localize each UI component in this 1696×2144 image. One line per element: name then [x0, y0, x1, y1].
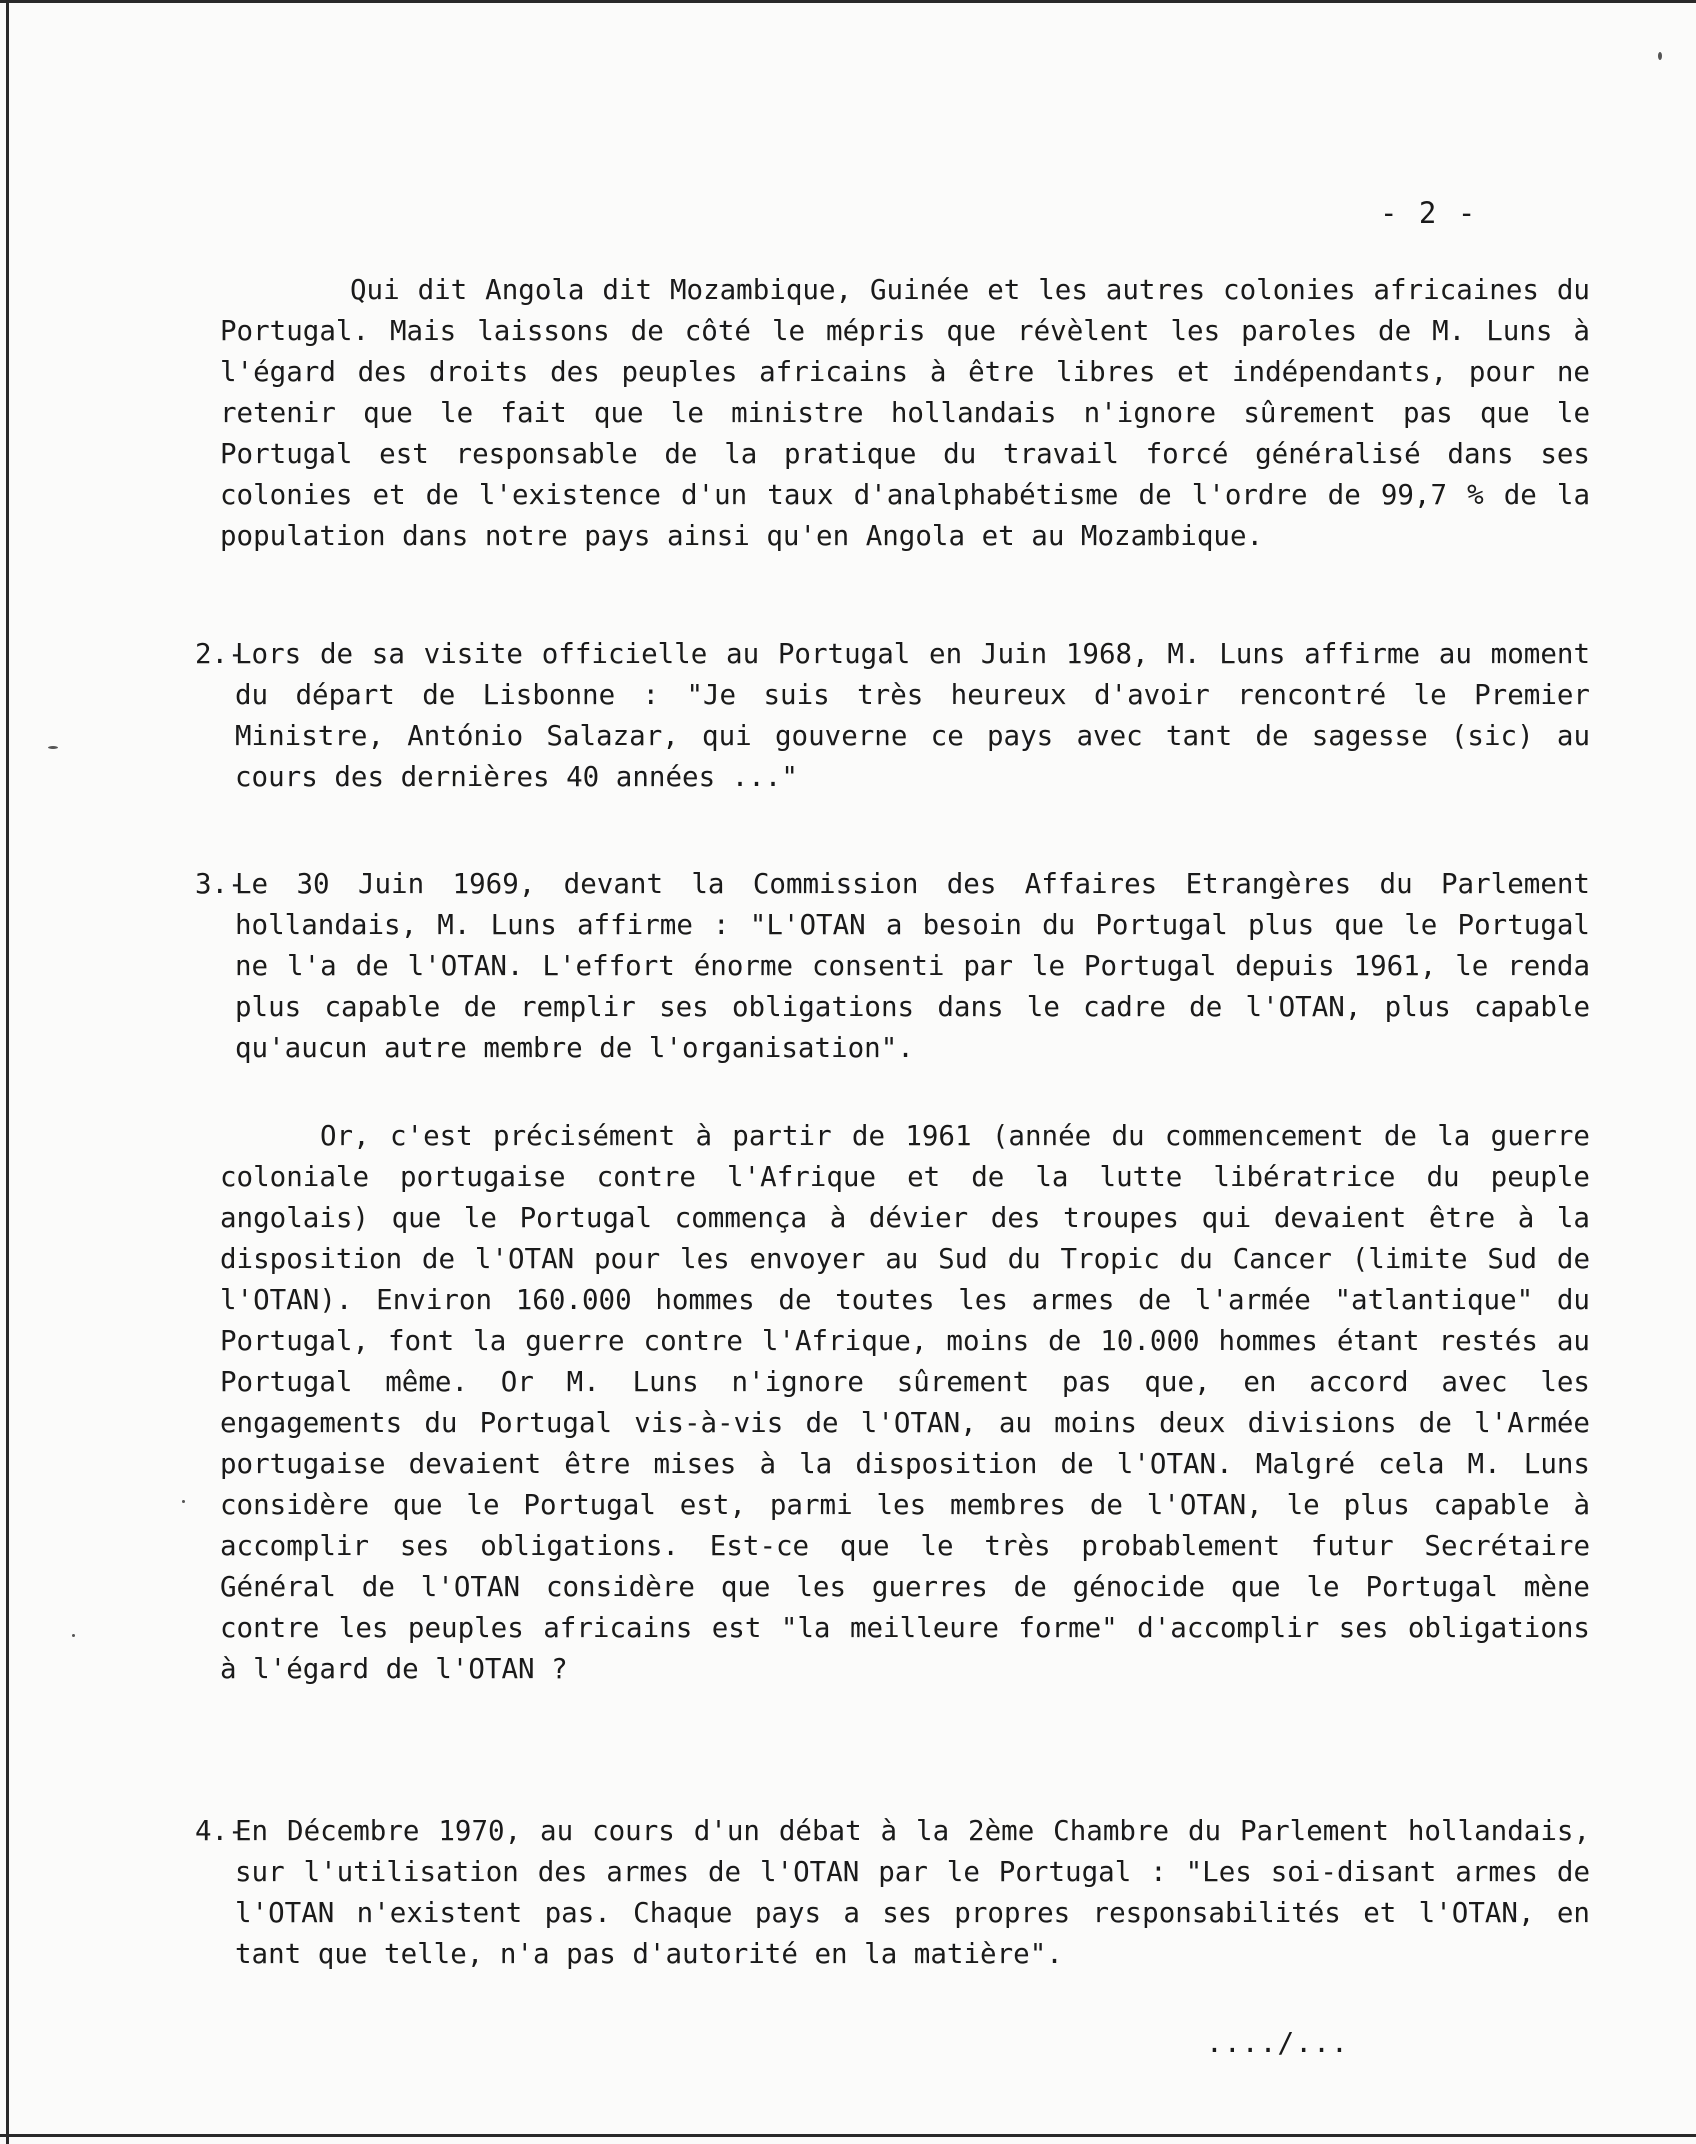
scan-speck — [48, 746, 58, 749]
scan-border-top — [0, 0, 1696, 3]
paragraph-intro — [220, 270, 1590, 557]
scan-border-left — [6, 0, 9, 2144]
scan-speck — [182, 1500, 185, 1503]
item-text: Le 30 Juin 1969, devant la Commission des Affaires Etrangères du Parlement hollandais, M. Luns affirme : "L'OTAN a besoin du Portugal plus que le Portugal ne l'a de l'OTAN. L'effort énorme consenti par le Portugal depuis 1961, le renda plus capable de remplir ses obligations dans le cadre de l'OTAN, plus capable qu'aucun autre membre de l'organisation". — [235, 868, 1590, 1064]
scan-speck — [72, 1634, 75, 1637]
item-number: 3.- — [195, 868, 245, 900]
scan-border-bottom — [0, 2134, 1696, 2137]
item-text: Lors de sa visite officielle au Portugal en Juin 1968, M. Luns affirme au moment du départ de Lisbonne : "Je suis très heureux d'avoir rencontré le Premier Ministre, António Salazar, qui gouverne ce pays avec tant de sagesse (sic) au cours des dernières 40 années ..." — [235, 638, 1590, 793]
item-number: 2.- — [195, 638, 245, 670]
page-number: - 2 - — [1380, 196, 1478, 230]
item-number: 4.- — [195, 1815, 245, 1847]
paragraph-intro-text: Qui dit Angola dit Mozambique, Guinée et les autres colonies africaines du Portugal. Mais laissons de côté le mépris que révèlent les paroles de M. Luns à l'égard des droits des peuples africains à être libres et indépendants, pour ne retenir que le fait que le ministre hollandais n'ignore sûrement pas que le Portugal est responsable de la pratique du travail forcé généralisé dans ses colonies et de l'existence d'un taux d'analphabétisme de l'ordre de 99,7 % de la population dans notre pays ainsi qu'en Angola et au Mozambique. — [220, 274, 1590, 552]
numbered-item-2 — [195, 634, 1590, 798]
paragraph-or-text: Or, c'est précisément à partir de 1961 (année du commencement de la guerre coloniale portugaise contre l'Afrique et de la lutte libératrice du peuple angolais) que le Portugal commença à dévier des troupes qui devaient être à la disposition de l'OTAN pour les envoyer au Sud du Tropic du Cancer (limite Sud de l'OTAN). Environ 160.000 hommes de toutes les armes de l'armée "atlantique" du Portugal, font la guerre contre l'Afrique, moins de 10.000 hommes étant restés au Portugal même. Or M. Luns n'ignore sûrement pas que, en accord avec les engagements du Portugal vis-à-vis de l'OTAN, au moins deux divisions de l'Armée portugaise devaient être mises à la disposition de l'OTAN. Malgré cela M. Luns considère que le Portugal est, parmi les membres de l'OTAN, le plus capable à accomplir ses obligations. Est-ce que le très probablement futur Secrétaire Général de l'OTAN considère que les guerres de génocide que le Portugal mène contre les peuples africains est "la meilleure forme" d'accomplir ses obligations à l'égard de l'OTAN ? — [220, 1120, 1590, 1685]
item-text: En Décembre 1970, au cours d'un débat à la 2ème Chambre du Parlement hollandais, sur l'utilisation des armes de l'OTAN par le Portugal : "Les soi-disant armes de l'OTAN n'existent pas. Chaque pays a ses propres responsabilités et l'OTAN, en tant que telle, n'a pas d'autorité en la matière". — [235, 1815, 1590, 1970]
paragraph-or — [220, 1116, 1590, 1690]
numbered-item-3 — [195, 864, 1590, 1069]
numbered-item-4 — [195, 1811, 1590, 1975]
scan-speck — [1658, 52, 1662, 60]
continuation-mark: ..../... — [1206, 2026, 1349, 2059]
